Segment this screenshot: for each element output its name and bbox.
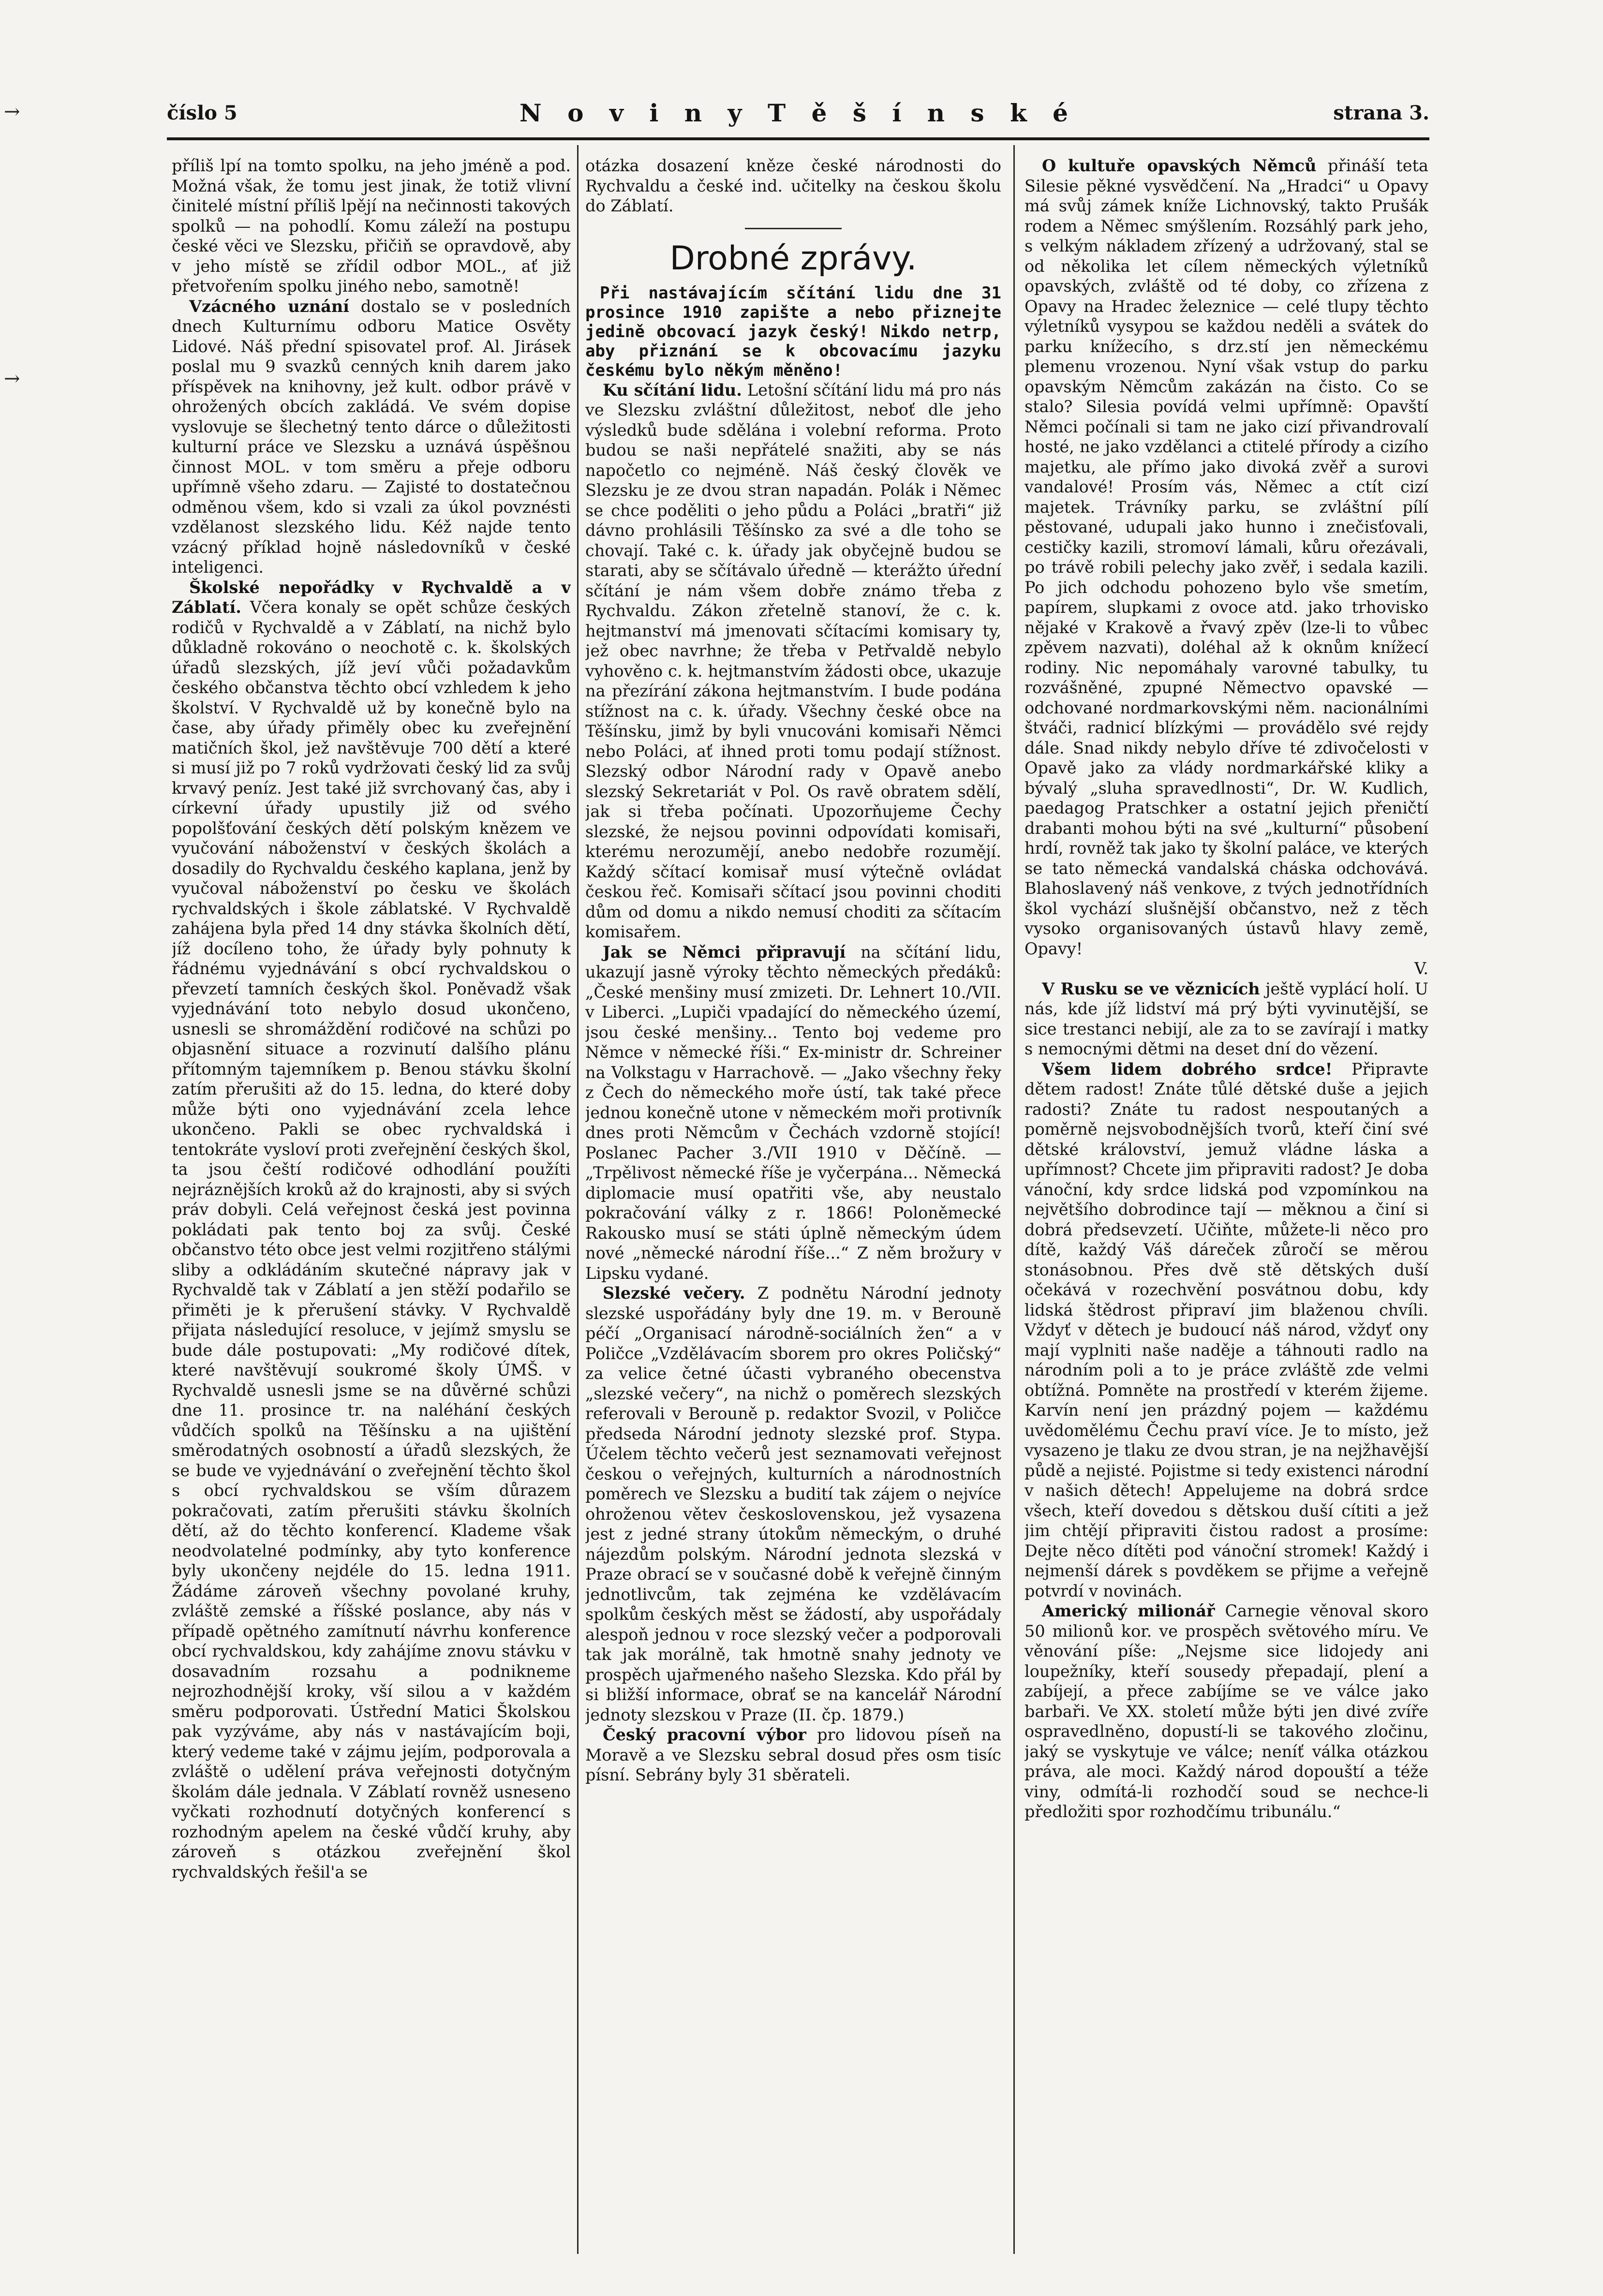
article-text: na sčítání lidu, ukazují jasně výroky těchto německých předáků: „České menšiny musí zmizeti. Dr. Lehnert 10./VII. v Liberci. „Lupiči vpadající do německého území, jsou české menšiny... Tento boj vedeme pro Němce v německé říši.“ Ex-ministr dr. Schreiner na Volkstagu v Harrachově. — „Jako všechny řeky z Čech do německého moře ústí, tak také přece jednou konečně utone v německém moři protivník dnes proti Němcům v Čechách vzdorně stojící! Poslanec Pacher 3./VII 1910 v Děčíně. — „Trpělivost německé říše je vyčerpána... Německá diplomacie musí opatřiti vše, aby neustalo pokračování války z r. 1866! Poloněmecké Rakousko musí se státi úplně německým údem nové „německé národní říše...“ Z něm brožury v Lipsku vydané.: [585, 942, 1001, 1283]
section-title: Drobné zprávy.: [669, 239, 917, 278]
article-heading: Ku sčítání lidu.: [603, 380, 742, 400]
article-text: příliš lpí na tomto spolku, na jeho jméně a pod. Možná však, že tomu jest jinak, že totiž vlivní činitelé místní příliš lpějí na nečinnosti takových spolků — na pohodlí. Komu záleží na postupu české věci ve Slezsku, přičiň se opravdově, aby v jeho místě se zřídil odbor MOL., ať již přetvořením spolku jiného nebo, samotně!: [172, 156, 571, 296]
article-text: pro lidovou píseň na Moravě a ve Slezsku sebral dosud přes osm tisíc písní. Sebrány byly 31 sběrateli.: [585, 1725, 1001, 1784]
article-text: Připravte dětem radost! Znáte tůlé dětské duše a jejich radosti? Znáte tu radost nespoutaných a poměrně nejsvobodnějších tvorů, kteří činí své dětské království, jemuž vládne láska a upřímnost? Chcete jim připraviti radost? Je doba vánoční, kdy srdce lidská pod vzpomínkou na největšího dobrodince tají — měknou a činí si dobrá předsevzetí. Učiňte, můžete-li něco pro dítě, každý Váš dáreček zůročí se měrou stonásobnou. Přes dvě stě dětských duší očekává v rozechvění posvátnou dobu, kdy lidská štědrost připraví jim blaženou chvíli. Vždyť v dětech je budoucí náš národ, vždyť ony mají vyplniti naše naděje a táhnouti radlo na národním poli a to je práce zvláště zde velmi obtížná. Pomněte na prostředí v kterém žijeme. Karvín není jen prázdný pojem — každému uvědomělému Čechu praví více. Je to místo, jež vysazeno je tlaku ze dvou stran, je na nejžhavější půdě a nejisté. Pojistme si tedy existenci národní v našich dětech! Appelujeme na dobrá srdce všech, kteří dovedou s dětskou duší cítiti a jež jim chtějí připraviti čistou radost a prosíme: Dejte něco dítěti pod vánoční stromek! Každý i nejmenší dárek s povděkem se přijme a veřejně potvrdí v novinách.: [1024, 1059, 1428, 1600]
article-paragraph: [1024, 156, 1428, 979]
registration-mark: →: [4, 368, 20, 390]
page-header: [167, 99, 1429, 135]
article-heading: Všem lidem dobrého srdce!: [1042, 1059, 1333, 1079]
article-text: Včera konaly se opět schůze českých rodičů v Rychvaldě a v Záblatí, na nichž bylo důkladně rokováno o neochotě c. k. školských úřadů slezských, jíž jeví vůči požadavkům českého občanstva těchto obcí vzhledem k jeho školství. V Rychvaldě už by konečně bylo na čase, aby úřady přiměly obec ku zveřejnění matičních škol, jež navštěvuje 700 dětí a které si musí již po 7 roků vydržovati český lid za svůj krvavý peníz. Jest také již svrchovaný čas, aby i církevní úřady upustily již od svého popolšťování českých dětí polským knězem ve vyučování náboženství v českých školách a dosadily do Rychvaldu českého kaplana, jenž by vyučoval náboženství po česku ve školách rychvaldských i škole záblatské. V Rychvaldě zahájena byla před 14 dny stávka školních dětí, jíž docíleno toho, že úřady byly pohnuty k řádnému vyjednávání s obcí rychvaldskou o převzetí tamních českých škol. Poněvadž však vyjednávání toto nebylo dosud ukončeno, usnesli se shromáždění rodičové na schůzi po objasnění situace a rozvinutí dalšího plánu přítomným tajemníkem p. Benou stávku školní zatím přerušiti až do 15. ledna, do které doby může býti ono vyjednávání zcela lehce ukončeno. Pakli se obec rychvaldská i tentokráte vysloví proti zveřejnění českých škol, ta jsou čeští rodičové odhodlání použíti nejráznějších kroků až do krajnosti, aby si svých práv dobyli. Celá veřejnost česká jest povinna pokládati pak tento boj za svůj. České občanstvo této obce jest velmi rozjitřeno stálými sliby a odkládáním skutečné nápravy jak v Rychvaldě tak v Záblatí a jen stěží podařilo se přiměti je k přerušení stávky. V Rychvaldě přijata následující resoluce, v jejímž smyslu se bude dále postupovati: „My rodičové dítek, které navštěvují soukromé školy ÚMŠ. v Rychvaldě usnesli jsme se na důvěrné schůzi dne 11. prosince tr. na naléhání českých vůdčích spolků na Těšínsku a na ujištění směrodatných osobností a úřadů slezských, že se bude ve vyjednávání o zveřejnění těchto škol s obcí rychvaldskou se vším důrazem pokračovati, zatím přerušiti stávku školních dětí, až do těchto konferencí. Klademe však neodvolatelné podmínky, aby tyto konference byly ukončeny nejdéle do 15. ledna 1911. Žádáme zároveň všechny povolané kruhy, zvláště zemské a říšské poslance, aby nás v případě opětného zamítnutí návrhu konference obcí rychvaldskou, kdy zahájíme znovu stávku v dosavadním rozsahu a podnikneme nejrozhodnější kroky, vší silou a v každém směru podporovati. Ústřední Matici Školskou pak vyzýváme, aby nás v nastávajícím boji, který vedeme také v zájmu jejím, podporovala a zvláště o udělení práva veřejnosti dotyčným školám dále jednala. V Záblatí rovněž usneseno vyčkati rozhodnutí dotyčných konferencí s rozhodným apelem na české vůdčí kruhy, aby zároveň s otázkou zveřejnění škol rychvaldských řešil'a se: [172, 598, 571, 1881]
column-2-intro: otázka dosazení kněze české národnosti do Rychvaldu a české ind. učitelky na českou školu do Záblatí.: [585, 156, 1001, 215]
article-paragraph: [585, 942, 1001, 1284]
article-paragraph: [172, 296, 571, 578]
article-paragraph: [172, 578, 571, 1882]
column-1: [172, 156, 571, 2255]
article-text: dostalo se v posledních dnech Kulturnímu odboru Matice Osvěty Lidové. Náš přední spisovatel prof. Al. Jirásek poslal mu 9 svazků cenných knih darem jako příspěvek na knihovny, jež kult. odbor právě v ohrožených obcích zakládá. Ve svém dopise vyslovuje se šlechetný tento dárce o důležitosti kulturní práce ve Slezsku a uznává úspěšnou činnost MOL. v tom směru a přeje odboru upřímně všeho zdaru. — Zajisté to dostatečnou odměnou všem, kdo si vzali za úkol povznésti vzdělanost slezského lidu. Kéž najde tento vzácný příklad hojně následovníků v české inteligenci.: [172, 296, 571, 577]
page-number: strana 3.: [1333, 102, 1429, 124]
article-text: ještě vyplácí holí. U nás, kde jíž lidství má prý býti vyvinutější, se sice trestanci nebijí, ale za to se zavírají i matky s nemocnými dětmi na deset dní do vězení.: [1024, 979, 1428, 1058]
article-paragraph: [585, 1283, 1001, 1725]
article-heading: Jak se Němci připravují: [603, 942, 846, 962]
article-heading: Slezské večery.: [603, 1284, 745, 1303]
article-paragraph: [585, 380, 1001, 942]
article-paragraph: [172, 156, 571, 296]
header-rule: [167, 137, 1429, 140]
registration-mark: →: [4, 101, 20, 123]
article-heading: Český pracovní výbor: [603, 1725, 806, 1744]
column-3: [1024, 156, 1428, 2255]
column-divider: [1013, 145, 1015, 2254]
census-notice: Při nastávajícím sčítání lidu dne 31 prosince 1910 zapište a nebo přiznejte jedině obcovací jazyk český! Nikdo netrp, aby přiznání se k obcovacímu jazyku českému bylo někým měněno!: [585, 283, 1001, 380]
article-heading: Vzácného uznání: [189, 296, 349, 316]
article-heading: Americký milionář: [1042, 1601, 1215, 1620]
article-heading: Školské nepořádky v Rychvaldě a v Záblatí.: [172, 578, 571, 617]
column-2-articles: [585, 380, 1001, 1785]
article-text: Z podnětu Národní jednoty slezské uspořádány byly dne 19. m. v Berouně péčí „Organisací národně-sociálních žen“ a v Poličce „Vzdělávacím sborem pro okres Poličský“ za velice četné účasti vybraného obecenstva „slezské večery“, na nichž o poměrech slezských referovali v Berouně p. redaktor Svozil, v Poličce předseda Národní jednoty slezské prof. Stypa. Účelem těchto večerů jest seznamovati veřejnost českou o veřejných, kulturních a národnostních poměrech ve Slezsku a budití tak zájem o nejvíce ohroženou větev československou, jež vysazena jest z jedné strany útokům německým, o druhé nájezdům polským. Národní jednota slezská v Praze obrací se v současné době k veřejně činným jednotlivcům, tak zejména ke vzdělávacím spolkům českých měst se žádostí, aby uspořádaly alespoň jednou v roce slezský večer a podporovali tak jak morálně, tak hmotně snahy jednoty ve prospěch ujařmeného našeho Slezska. Kdo přál by si bližší informace, obrať se na kancelář Národní jednoty slezskou v Praze (II. čp. 1879.): [585, 1284, 1001, 1724]
column-divider: [577, 145, 579, 2254]
article-paragraph: [1024, 979, 1428, 1059]
issue-number: číslo 5: [167, 102, 237, 124]
article-text: přináší teta Silesie pěkné vysvědčení. Na „Hradci“ u Opavy má svůj zámek kníže Lichnovský, takto Prušák rodem a Němec smýšlením. Rozsáhlý park jeho, s velkým nákladem zřízený a udržovaný, stal se od několika let cílem německých výletníků opavských, zvláště od té doby, co zřízena z Opavy na Hradec železnice — celé tlupy těchto výletníků vysypou se každou neděli a svátek do parku knížecího, s drz.stí jen německému plemenu vrozenou. Nyní však vstup do parku opavským Němcům zakázán na čisto. Co se stalo? Silesia povídá velmi upřímně: Opavští Němci počínali si tam ne jako cizí přivandrovalí hosté, ne jako vzdělanci a ctitelé přírody a cizího majetku, ale přímo jako divoká zvěř a surovi vandalové! Prosím vás, Němec a ctít cizí majetek. Trávníky parku, se zvláštní pílí pěstované, udupali jako hunno i znečisťovali, cestičky kazili, stromoví lámali, kůru ořezávali, po trávě robili pelechy jako zvěř, i sedala kazili. Po jich odchodu pohozeno bylo vše smetím, papírem, slupkami z ovoce atd. jako trhovisko nějaké v Krakově a řvavý zpěv (lze-li to vůbec zpěvem nazvati), doléhal až k oknům knížecí rodiny. Nic nepomáhaly varovné tabulky, tu rozvášněné, zpupné Němectvo opavské — odchované nordmarkovskými něm. nacionálními štváči, radnicí blízkými — provádělo své rejdy dále. Snad nikdy nebylo dříve té zdivočelosti v Opavě jako za vlády nordmarkářské kliky a bývalý „sluha spravedlnosti“, Dr. W. Kudlich, paedagog Pratschker a ostatní jejich přeničtí drabanti mohou býti na své „kulturní“ působení hrdí, rovněž tak jako ty školní paláce, ve kterých se tato německá vandalská cháska odchovává. Blahoslavený náš venkove, z tvých jednotřídních škol vychází slušnější občanstvo, než z těch vysoko organisovaných ústavů hlavy země, Opavy!: [1024, 156, 1428, 958]
article-paragraph: [585, 1725, 1001, 1785]
article-paragraph: [1024, 1601, 1428, 1822]
column-2: [585, 156, 1001, 2255]
article-text: Carnegie věnoval skoro 50 milionů kor. ve prospěch světového míru. Ve věnování píše: „Nejsme sice lidojedy ani loupežníky, kteří sousedy přepadají, plení a zabíjejí, a přece zabíjíme se ve válce jako barbaři. Ve XX. století může býti jen divé zvíře ospravedlněno, dopustí-li se takového zločinu, jaký se vyskytuje ve válce; neníť válka otázkou práva, ale moci. Každý národ dopouští a téže viny, odmítá-li rozhodčí soud se nechce-li předložiti spor rozhodčímu tribunálu.“: [1024, 1601, 1428, 1821]
article-heading: O kultuře opavských Němců: [1042, 156, 1317, 175]
article-heading: V Rusku se ve věznicích: [1042, 979, 1260, 998]
article-text: Letošní sčítání lidu má pro nás ve Slezsku zvláštní důležitost, neboť dle jeho výsledků bude sdělána i volební reforma. Proto budou se naši nepřátelé snažiti, aby se nás napočetlo co nejméně. Náš český člověk ve Slezsku je ze dvou stran napadán. Polák i Němec se chce poděliti o jeho půdu a Poláci „bratři“ již dávno prohlásili Těšínsko za své a dle toho se chovají. Také c. k. úřady jak obyčejně budou se starati, aby se sčítávalo úředně — kterážto úřední sčítání je nám všem dobře známo třeba z Rychvaldu. Zákon zřetelně stanoví, že c. k. hejtmanství má jmenovati sčítacími komisary ty, jež obec navrhne; že třeba v Petřvaldě nebylo vyhověno c. k. hejtmanstvím žádosti obce, ukazuje na přezírání zákona hejtmanstvím. I bude podána stížnost na c. k. úřady. Všechny české obce na Těšínsku, jimž by byli vnucováni komisaři Němci nebo Poláci, ať ihned proti tomu podají stížnost. Slezský odbor Národní rady v Opavě anebo slezský Sekretariát v Pol. Os ravě obratem sdělí, jak si třeba počínati. Upozorňujeme Čechy slezské, že nejsou povinni odpovídati komisaři, kterému nerozumějí, anebo nedobře rozumějí. Každý sčítací komisař musí výtečně ovládat českou řeč. Komisaři sčítací jsou povinni choditi dům od domu a nikdo nemusí choditi za sčítacím komisařem.: [585, 380, 1001, 941]
section-separator: [745, 228, 842, 229]
newspaper-title: N o v i n y T ě š í n s k é: [519, 99, 1077, 127]
article-signature: V.: [1414, 959, 1428, 978]
article-paragraph: [1024, 1059, 1428, 1601]
